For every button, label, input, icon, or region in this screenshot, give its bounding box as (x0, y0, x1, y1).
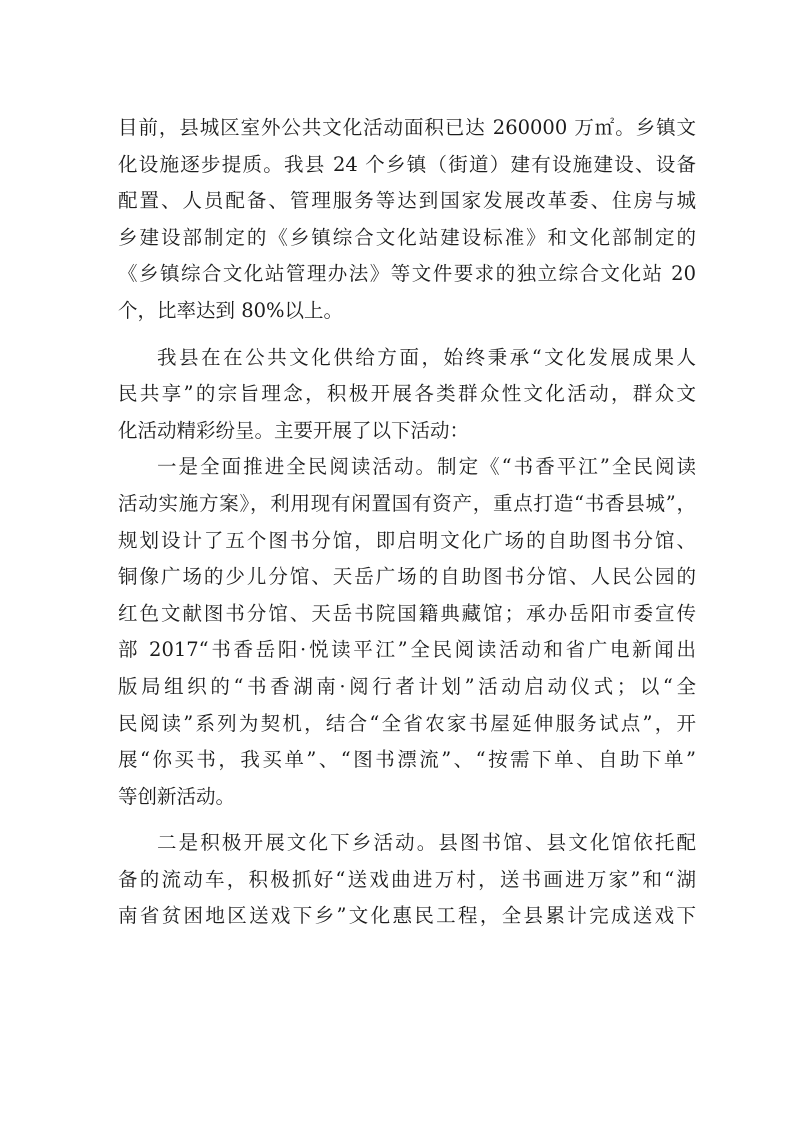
paragraph-gap (118, 330, 696, 340)
text-line: 目前，县城区室外公共文化活动面积已达 260000 万㎡。乡镇文 (118, 116, 696, 139)
text-line: 二是积极开展文化下乡活动。县图书馆、县文化馆依托配 (157, 831, 696, 855)
paragraph-reading-activity (118, 449, 696, 815)
text-line: 活动实施方案》，利用现有闲置国有资产，重点打造“书香县城”， (118, 491, 696, 515)
paragraph-gap (118, 815, 696, 825)
text-line: 规划设计了五个图书分馆，即启明文化广场的自助图书分馆、 (118, 528, 696, 552)
text-line: 版局组织的“书香湖南·阅行者计划”活动启动仪式；以“全 (118, 674, 696, 698)
text-line: 南省贫困地区送戏下乡”文化惠民工程，全县累计完成送戏下 (118, 904, 696, 928)
paragraph-rural-culture (118, 825, 696, 935)
paragraph-facilities (118, 110, 696, 330)
text-line: 化设施逐步提质。我县 24 个乡镇（街道）建有设施建设、设备 (118, 152, 696, 176)
text-line: 化活动精彩纷呈。主要开展了以下活动： (118, 418, 470, 442)
text-line: 《乡镇综合文化站管理办法》等文件要求的独立综合文化站 20 (118, 262, 696, 286)
document-body (118, 110, 696, 935)
text-line: 一是全面推进全民阅读活动。制定《“书香平江”全民阅读 (157, 455, 696, 479)
text-line: 红色文献图书分馆、天岳书院国籍典藏馆；承办岳阳市委宣传 (118, 601, 696, 625)
text-line: 备的流动车，积极抓好“送戏曲进万村，送书画进万家”和“湖 (118, 867, 696, 891)
text-line: 民阅读”系列为契机，结合“全省农家书屋延伸服务试点”，开 (118, 711, 696, 735)
text-line: 我县在在公共文化供给方面，始终秉承“文化发展成果人 (157, 345, 696, 369)
text-line: 等创新活动。 (118, 784, 236, 808)
text-line: 铜像广场的少儿分馆、天岳广场的自助图书分馆、人民公园的 (118, 565, 696, 589)
text-line: 乡建设部制定的《乡镇综合文化站建设标准》和文化部制定的 (118, 225, 696, 249)
paragraph-public-culture (118, 340, 696, 450)
text-line: 部 2017“书香岳阳·悦读平江”全民阅读活动和省广电新闻出 (118, 638, 696, 662)
text-line: 个，比率达到 80%以上。 (118, 298, 344, 322)
text-line: 展“你买书，我买单”、“图书漂流”、“按需下单、自助下单” (118, 748, 696, 772)
text-line: 配置、人员配备、管理服务等达到国家发展改革委、住房与城 (118, 189, 696, 213)
text-line: 民共享”的宗旨理念，积极开展各类群众性文化活动，群众文 (118, 382, 696, 406)
